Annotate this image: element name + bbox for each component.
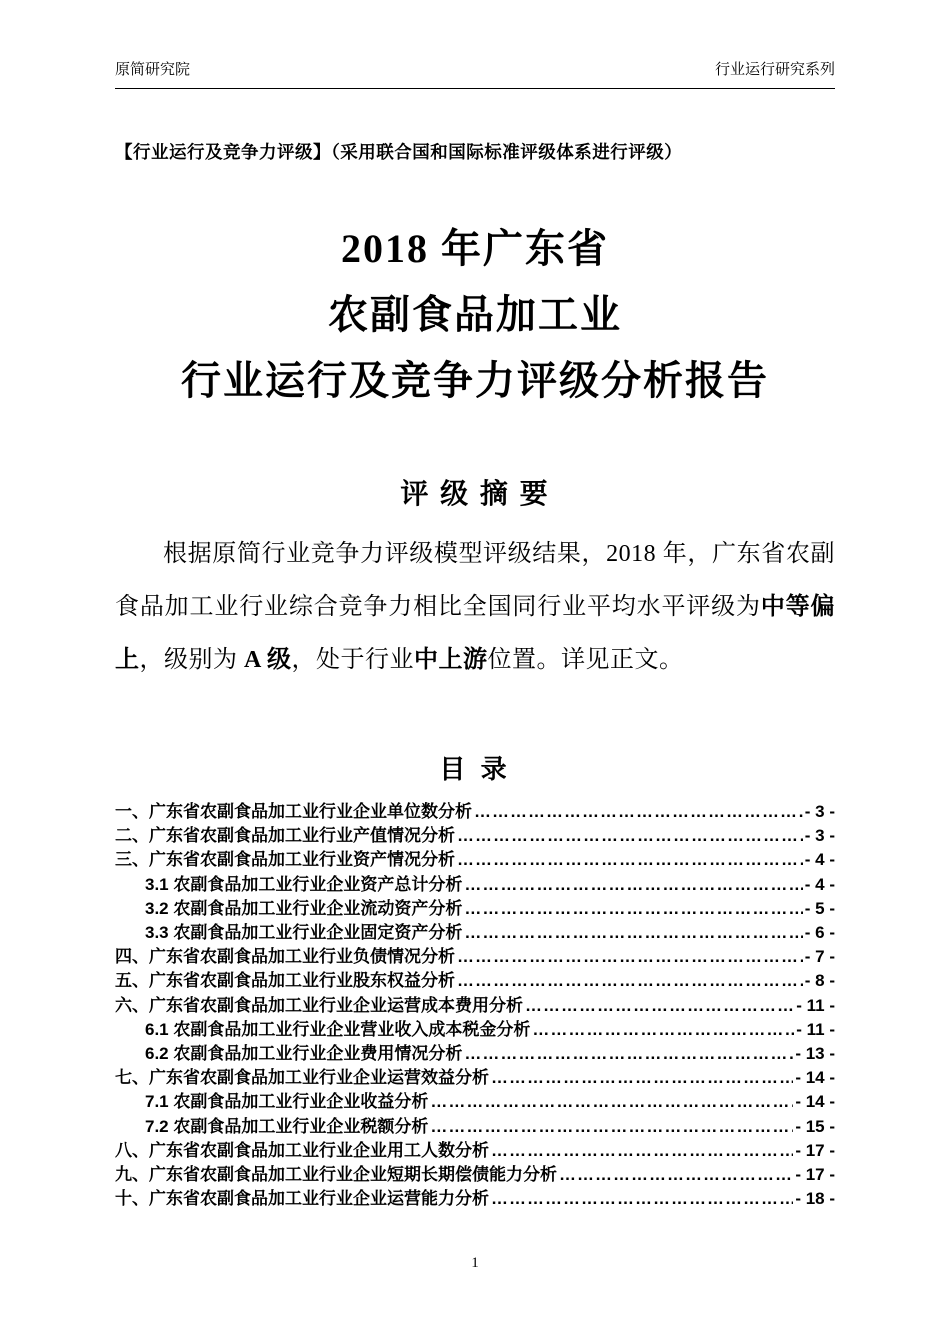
toc-dot-leader (430, 1090, 793, 1114)
report-title-line1: 2018 年广东省 (341, 226, 609, 271)
toc-entry (115, 921, 835, 945)
toc-entry (115, 1187, 835, 1211)
toc-entry-label: 6.2 农副食品加工业行业企业费用情况分析 (145, 1044, 463, 1064)
summary-text-bold: 中上游 (414, 647, 488, 673)
toc-dot-leader (532, 1018, 794, 1042)
report-title (115, 216, 835, 414)
toc-entry-page: - 5 - (804, 898, 835, 918)
report-title-line2: 农副食品加工业 (328, 292, 622, 337)
toc-entry (115, 800, 835, 824)
toc-entry-label: 7.1 农副食品加工业行业企业收益分析 (145, 1092, 429, 1112)
toc-entry (115, 969, 835, 993)
toc-entry-page: - 11 - (796, 995, 835, 1015)
toc-dot-leader (430, 1115, 793, 1139)
summary-text-bold: A 级 (244, 647, 292, 673)
toc-entry-page: - 4 - (804, 850, 835, 870)
toc-entry-label: 九、广东省农副食品加工业行业企业短期长期偿债能力分析 (115, 1165, 557, 1185)
toc-entry (115, 848, 835, 872)
summary-heading: 评 级 摘 要 (400, 478, 550, 509)
summary-text: 位置。详见正文。 (487, 647, 684, 673)
toc-entry-label: 四、广东省农副食品加工业行业负债情况分析 (115, 947, 455, 967)
toc-entry-label: 3.1 农副食品加工业行业企业资产总计分析 (145, 874, 463, 894)
summary-text: 根据原简行业竞争力评级模型评级结果，2018 年，广东省农副食品加工业行业综合竞争力相比全国同行业平均水平评级为 (115, 541, 835, 620)
toc-entry-page: - 15 - (795, 1116, 835, 1136)
toc-entry-page: - 7 - (804, 947, 835, 967)
toc-entry-label: 五、广东省农副食品加工业行业股东权益分析 (115, 971, 455, 991)
toc-entry-page: - 8 - (804, 971, 835, 991)
toc-entry-page: - 18 - (795, 1189, 835, 1209)
toc-dot-leader (457, 848, 803, 872)
toc-entry-page: - 13 - (795, 1044, 835, 1064)
toc-entry-label: 七、广东省农副食品加工业行业企业运营效益分析 (115, 1068, 489, 1088)
toc-entry-page: - 14 - (795, 1092, 835, 1112)
toc-entry (115, 1115, 835, 1139)
toc-entry-page: - 11 - (796, 1019, 835, 1039)
toc-entry-page: - 14 - (795, 1068, 835, 1088)
report-title-line3: 行业运行及竞争力评级分析报告 (181, 358, 769, 403)
header-left-text: 原简研究院 (115, 62, 191, 78)
toc-entry-page: - 4 - (804, 874, 835, 894)
toc-entry-label: 一、广东省农副食品加工业行业企业单位数分析 (115, 802, 472, 821)
page-header (115, 58, 835, 89)
toc-dot-leader (457, 824, 803, 848)
toc-entry-page: - 3 - (804, 826, 835, 846)
toc-dot-leader (457, 945, 803, 969)
toc-entry-label: 3.2 农副食品加工业行业企业流动资产分析 (145, 898, 463, 918)
toc-entry-label: 六、广东省农副食品加工业行业企业运营成本费用分析 (115, 995, 523, 1015)
summary-text: ，级别为 (139, 647, 244, 673)
toc-entry (115, 945, 835, 969)
toc-entry-label: 7.2 农副食品加工业行业企业税额分析 (145, 1116, 429, 1136)
toc-dot-leader (474, 800, 803, 824)
toc-list (115, 800, 835, 1211)
toc-dot-leader (491, 1066, 793, 1090)
toc-dot-leader (464, 897, 802, 921)
toc-entry (115, 1163, 835, 1187)
toc-entry-page: - 17 - (795, 1165, 835, 1185)
toc-dot-leader (559, 1163, 793, 1187)
toc-dot-leader (457, 969, 803, 993)
toc-entry (115, 1018, 835, 1042)
toc-entry-label: 八、广东省农副食品加工业行业企业用工人数分析 (115, 1140, 489, 1160)
toc-dot-leader (464, 873, 802, 897)
toc-entry-page: - 6 - (804, 923, 835, 943)
toc-entry (115, 1042, 835, 1066)
toc-entry (115, 1090, 835, 1114)
summary-text-bold: 中等偏上 (115, 594, 836, 673)
toc-entry-page: - 17 - (795, 1140, 835, 1160)
page-number: 1 (471, 1255, 479, 1271)
summary-text: ，处于行业 (291, 647, 415, 673)
toc-entry-label: 十、广东省农副食品加工业行业企业运营能力分析 (115, 1189, 489, 1209)
toc-dot-leader (491, 1139, 793, 1163)
summary-paragraph (115, 528, 835, 687)
toc-entry (115, 994, 835, 1018)
toc-dot-leader (525, 994, 794, 1018)
toc-entry (115, 1066, 835, 1090)
toc-entry-label: 三、广东省农副食品加工业行业资产情况分析 (115, 850, 455, 870)
toc-dot-leader (491, 1187, 793, 1211)
header-right-text: 行业运行研究系列 (714, 62, 835, 78)
toc-entry-label: 6.1 农副食品加工业行业企业营业收入成本税金分析 (145, 1019, 531, 1039)
toc-entry (115, 1139, 835, 1163)
toc-heading: 目 录 (439, 754, 511, 784)
toc-entry-label: 3.3 农副食品加工业行业企业固定资产分析 (145, 923, 463, 943)
toc-entry-page: - 3 - (804, 802, 835, 821)
toc-dot-leader (464, 921, 802, 945)
rating-note: 【行业运行及竞争力评级】（采用联合国和国际标准评级体系进行评级） (115, 142, 683, 162)
toc-entry (115, 824, 835, 848)
toc-entry (115, 873, 835, 897)
toc-dot-leader (464, 1042, 793, 1066)
toc-entry (115, 897, 835, 921)
toc-entry-label: 二、广东省农副食品加工业行业产值情况分析 (115, 826, 455, 846)
